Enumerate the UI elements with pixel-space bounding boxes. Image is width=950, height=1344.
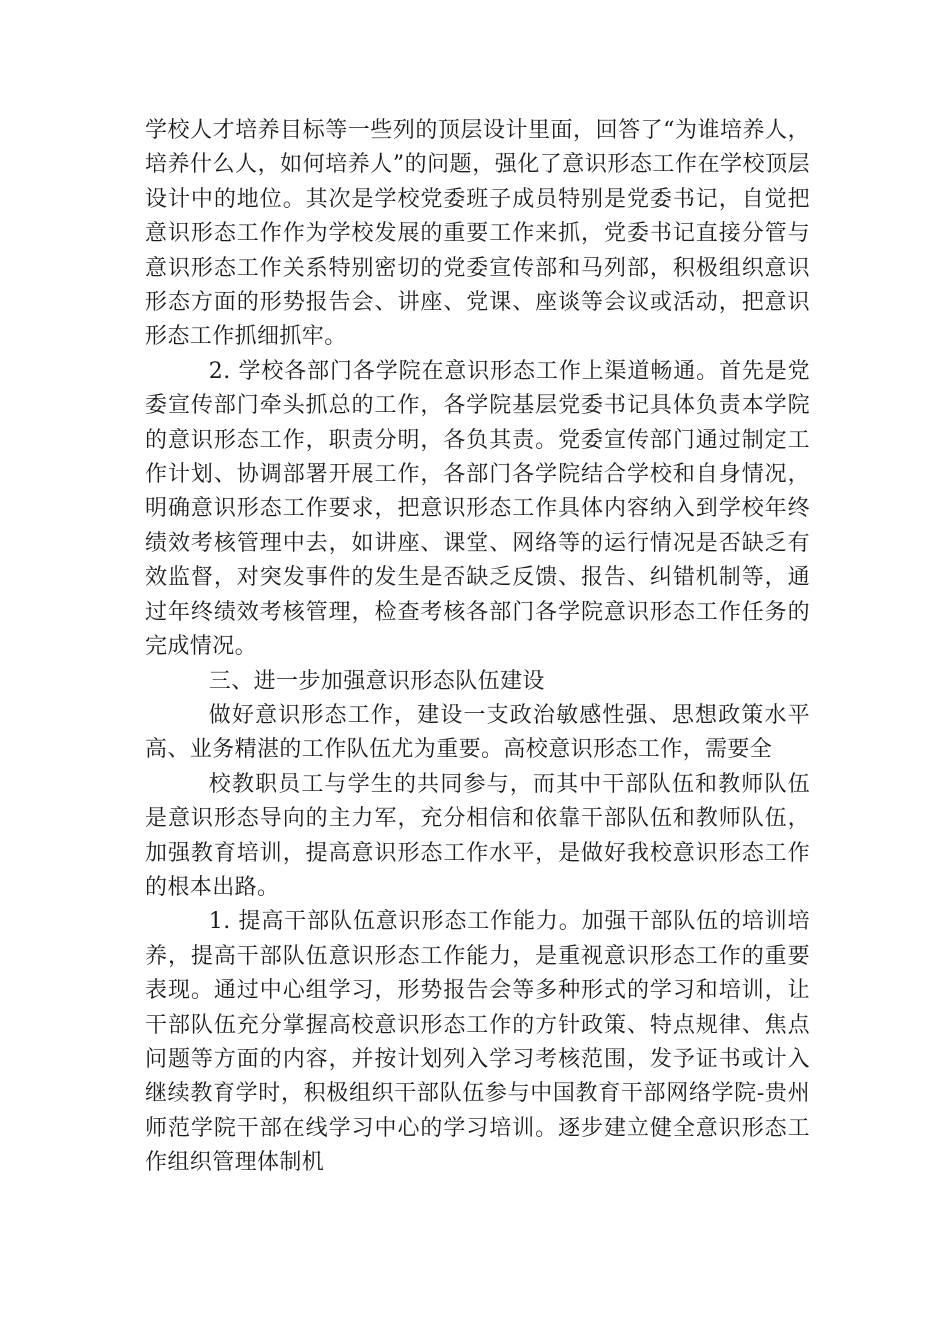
section-heading-3: 三、进一步加强意识形态队伍建设 — [208, 668, 545, 694]
paragraph-team-building-cont: 校教职员工与学生的共同参与，而其中干部队伍和教师队伍是意识形态导向的主力军，充分相信和依靠干部队伍和教师队伍，加强教育培训，提高意识形态工作水平，是做好我校意识形态工作的根本出路。 — [145, 771, 810, 900]
paragraph-top-design: 学校人才培养目标等一些列的顶层设计里面，回答了“为谁培养人，培养什么人，如何培养人”的问题，强化了意识形态工作在学校顶层设计中的地位。其次是学校党委班子成员特别是党委书记，自觉把意识形态工作作为学校发展的重要工作来抓，党委书记直接分管与意识形态工作关系特别密切的党委宣传部和马列部，积极组织意识形态方面的形势报告会、讲座、党课、座谈等会议或活动，把意识形态工作抓细抓牢。 — [145, 118, 810, 350]
paragraph-item-2: 2. 学校各部门各学院在意识形态工作上渠道畅通。首先是党委宣传部门牵头抓总的工作，各学院基层党委书记具体负责本学院的意识形态工作，职责分明，各负其责。党委宣传部门通过制定工作计划、协调部署开展工作，各部门各学院结合学校和自身情况，明确意识形态工作要求，把意识形态工作具体内容纳入到学校年终绩效考核管理中去，如讲座、课堂、网络等的运行情况是否缺乏有效监督，对突发事件的发生是否缺乏反馈、报告、纠错机制等，通过年终绩效考核管理，检查考核各部门各学院意识形态工作任务的完成情况。 — [145, 358, 810, 660]
paragraph-team-building: 做好意识形态工作，建设一支政治敏感性强、思想政策水平高、业务精湛的工作队伍尤为重要。高校意识形态工作，需要全 — [145, 702, 810, 763]
paragraph-item-1: 1. 提高干部队伍意识形态工作能力。加强干部队伍的培训培养，提高干部队伍意识形态工作能力，是重视意识形态工作的重要表现。通过中心组学习，形势报告会等多种形式的学习和培训，让干部队伍充分掌握高校意识形态工作的方针政策、特点规律、焦点问题等方面的内容，并按计划列入学习考核范围，发予证书或计入继续教育学时，积极组织干部队伍参与中国教育干部网络学院-贵州师范学院干部在线学习中心的学习培训。逐步建立健全意识形态工作组织管理体制机 — [145, 909, 810, 1176]
document-body — [145, 114, 810, 1181]
